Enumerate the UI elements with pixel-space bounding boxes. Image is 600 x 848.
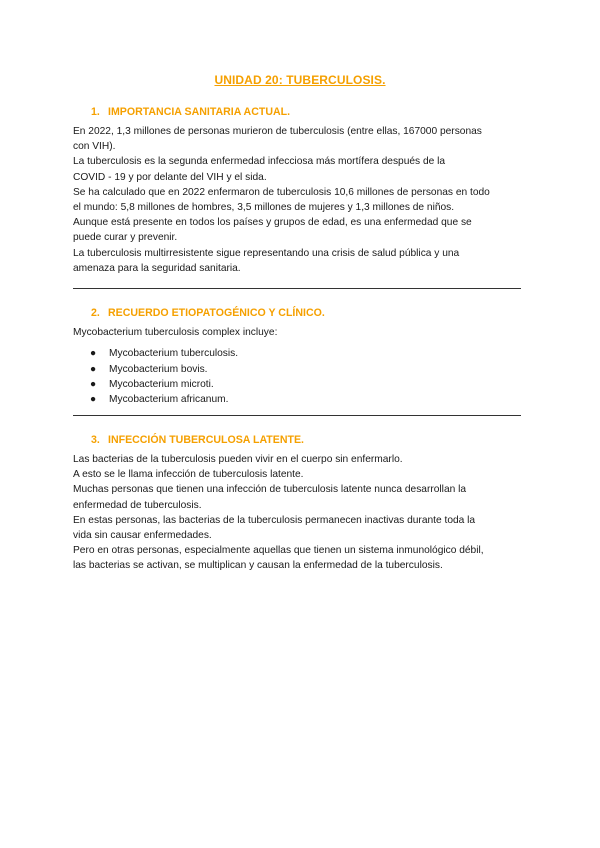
document-title: UNIDAD 20: TUBERCULOSIS. [214, 73, 386, 87]
section-recuerdo-etiopatogenico [73, 307, 533, 407]
paragraph-line: La tuberculosis es la segunda enfermedad infecciosa más mortífera después de la [73, 156, 446, 168]
bullet-list [73, 346, 533, 407]
paragraph-line: con VIH). [73, 141, 116, 153]
paragraph-line: Aunque está presente en todos los países y grupos de edad, es una enfermedad que se [73, 217, 472, 229]
paragraph-line: Muchas personas que tienen una infección de tuberculosis latente nunca desarrollan la [73, 484, 467, 496]
paragraph-line: A esto se le llama infección de tuberculosis latente. [73, 469, 304, 481]
paragraph-line: En estas personas, las bacterias de la tuberculosis permanecen inactivas durante toda la [73, 514, 476, 526]
paragraph-line: Las bacterias de la tuberculosis pueden vivir en el cuerpo sin enfermarlo. [73, 454, 403, 465]
bullet-icon: ● [90, 394, 97, 406]
paragraph-line: el mundo: 5,8 millones de hombres, 3,5 millones de mujeres y 1,3 millones de niños. [73, 202, 455, 214]
section-heading [91, 434, 533, 446]
paragraph-line: vida sin causar enfermedades. [73, 530, 212, 542]
section-heading [91, 106, 533, 118]
section-number: 2. [91, 307, 100, 319]
list-item [73, 377, 533, 392]
section-importancia-sanitaria [73, 106, 533, 276]
paragraph-line: puede curar y prevenir. [73, 232, 178, 244]
bullet-icon: ● [90, 378, 97, 390]
paragraph-line: amenaza para la seguridad sanitaria. [73, 262, 241, 274]
section-divider [73, 415, 521, 416]
bullet-icon: ● [90, 348, 97, 360]
paragraph-line: La tuberculosis multirresistente sigue representando una crisis de salud pública y una [73, 247, 460, 259]
list-item-text: Mycobacterium bovis. [109, 363, 208, 375]
section-infeccion-latente [73, 434, 533, 574]
section-number: 3. [91, 434, 100, 446]
section-heading [91, 307, 533, 319]
list-item-text: Mycobacterium tuberculosis. [109, 348, 239, 360]
section-divider [73, 288, 521, 289]
paragraph-line: Se ha calculado que en 2022 enfermaron de tuberculosis 10,6 millones de personas en todo [73, 186, 490, 198]
list-item [73, 392, 533, 407]
section-title: RECUERDO ETIOPATOGÉNICO Y CLÍNICO. [108, 307, 325, 319]
paragraph-line: las bacterias se activan, se multiplican y causan la enfermedad de la tuberculosis. [73, 560, 443, 572]
section-title: INFECCIÓN TUBERCULOSA LATENTE. [108, 434, 304, 446]
paragraph-line: Mycobacterium tuberculosis complex incluye: [73, 327, 278, 338]
section-title: IMPORTANCIA SANITARIA ACTUAL. [108, 106, 291, 118]
section-number: 1. [91, 106, 100, 118]
list-item-text: Mycobacterium africanum. [109, 394, 229, 406]
paragraph-line: enfermedad de tuberculosis. [73, 499, 202, 511]
bullet-icon: ● [90, 363, 97, 375]
list-item [73, 346, 533, 361]
paragraph-line: En 2022, 1,3 millones de personas murieron de tuberculosis (entre ellas, 167000 personas [73, 126, 482, 137]
paragraph-line: COVID - 19 y por delante del VIH y el sida. [73, 171, 267, 183]
paragraph-line: Pero en otras personas, especialmente aquellas que tienen un sistema inmunológico débil, [73, 545, 484, 557]
list-item-text: Mycobacterium microti. [109, 378, 214, 390]
list-item [73, 362, 533, 377]
